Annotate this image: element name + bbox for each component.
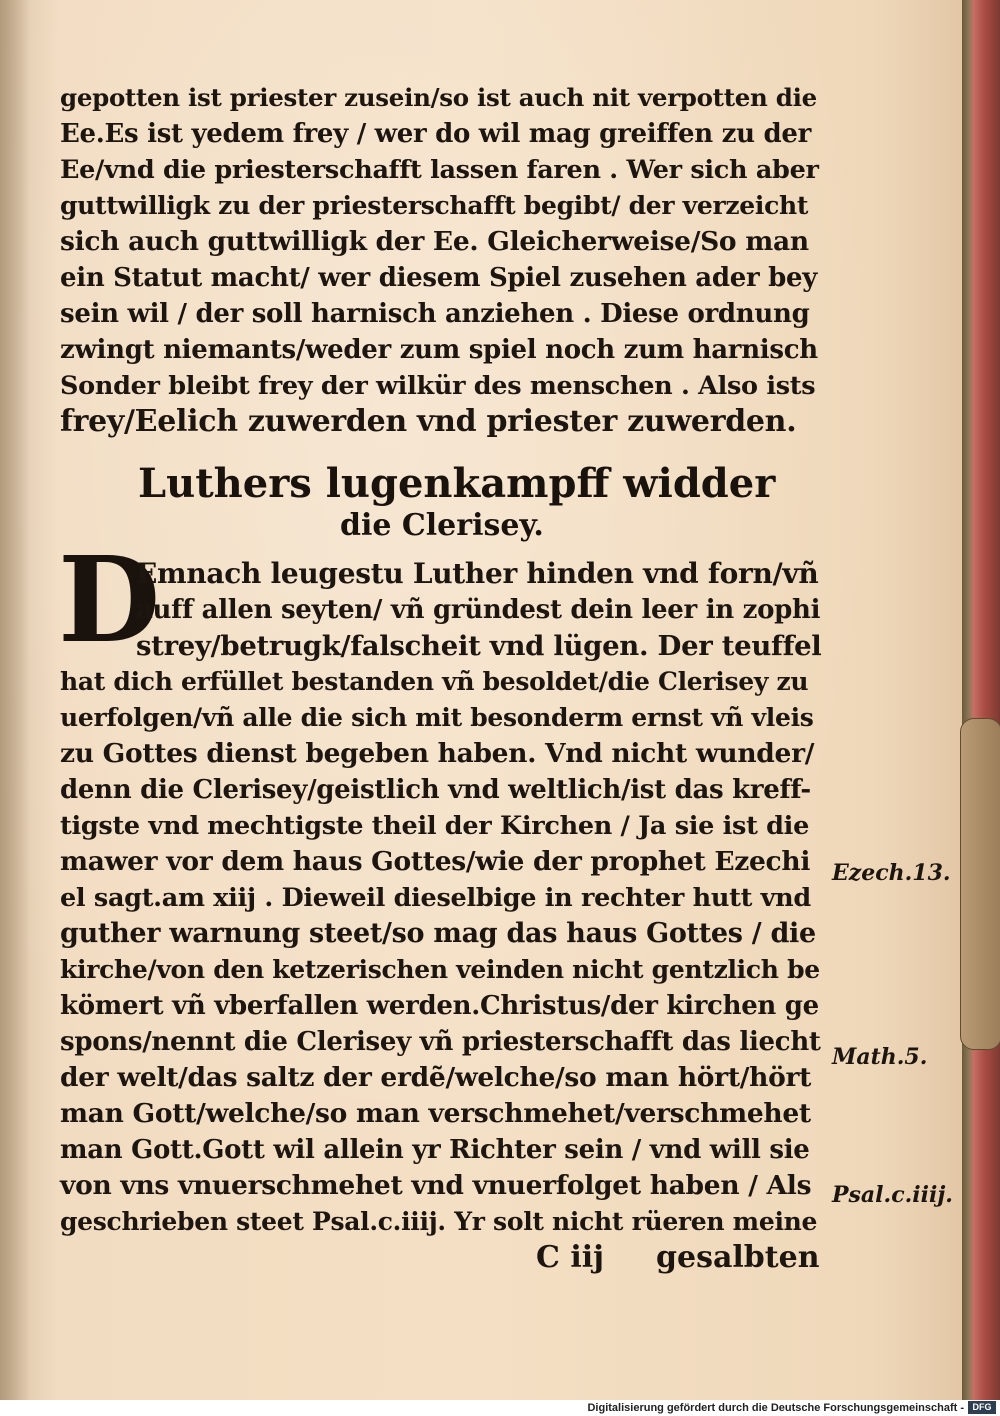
marginal-note-ezech: Ezech.13. (832, 860, 951, 886)
book-clasp (960, 718, 1000, 1050)
book-edge (962, 0, 1000, 1400)
text-line: sich auch guttwilligk der Ee. Gleicherweise/So man (60, 226, 809, 257)
footer-bar (0, 1400, 1000, 1416)
text-line: Ee/vnd die priesterschafft lassen faren . Wer sich aber (60, 155, 819, 185)
text-line: Sonder bleibt frey der wilkür des menschen . Also ists (60, 371, 816, 401)
text-line: Emnach leugestu Luther hinden vnd forn/vñ (136, 557, 819, 590)
text-line: zu Gottes dienst begeben haben. Vnd nicht wunder/ (60, 738, 815, 769)
text-line: spons/nennt die Clerisey vñ priesterschafft das liecht (60, 1027, 821, 1057)
text-line: von vns vnuerschmehet vnd vnuerfolget haben / Als (60, 1170, 812, 1201)
text-line: denn die Clerisey/geistlich vnd weltlich/ist das kreff- (60, 775, 811, 805)
text-line: guther warnung steet/so mag das haus Gottes / die (60, 918, 816, 949)
marginal-note-math: Math.5. (832, 1044, 928, 1070)
page-gutter-shadow (0, 0, 30, 1400)
text-line: kirche/von den ketzerischen veinden nicht gentzlich be (60, 955, 820, 984)
text-line: frey/Eelich zuwerden vnd priester zuwerden. (60, 404, 797, 439)
text-line: zwingt niemants/weder zum spiel noch zum harnisch (60, 335, 818, 365)
section-heading: Luthers lugenkampff widder (138, 460, 776, 507)
dfg-logo: DFG (968, 1401, 996, 1414)
text-line: man Gott.Gott wil allein yr Richter sein / vnd will sie (60, 1135, 810, 1165)
text-line: strey/betrugk/falscheit vnd lügen. Der teuffel (136, 630, 822, 662)
text-line: auff allen seyten/ vñ gründest dein leer in zophi (136, 595, 821, 625)
text-line: mawer vor dem haus Gottes/wie der prophet Ezechi (60, 846, 811, 877)
text-line: kömert vñ vberfallen werden.Christus/der kirchen ge (60, 991, 819, 1021)
text-line: uerfolgen/vñ alle die sich mit besonderm ernst vñ vleis (60, 703, 814, 732)
text-line: gepotten ist priester zusein/so ist auch nit verpotten die (60, 83, 817, 112)
drop-cap-initial: D (58, 530, 161, 669)
marginal-note-psal: Psal.c.iiij. (832, 1182, 953, 1208)
text-line: geschrieben steet Psal.c.iiij. Yr solt nicht rüeren meine (60, 1207, 818, 1236)
text-line: Ee.Es ist yedem frey / wer do wil mag greiffen zu der (60, 119, 811, 149)
text-line: ein Statut macht/ wer diesem Spiel zusehen ader bey (60, 263, 818, 293)
catchword: gesalbten (656, 1240, 820, 1275)
signature-mark: C iij (536, 1240, 604, 1275)
text-line: hat dich erfüllet bestanden vñ besoldet/die Clerisey zu (60, 667, 809, 696)
text-line: el sagt.am xiij . Dieweil dieselbige in rechter hutt vnd (60, 883, 811, 913)
text-line: sein wil / der soll harnisch anziehen . Diese ordnung (60, 299, 810, 329)
text-line: man Gott/welche/so man verschmehet/verschmehet (60, 1098, 811, 1129)
text-line: guttwilligk zu der priesterschafft begibt/ der verzeicht (60, 191, 809, 220)
text-line: der welt/das saltz der erdẽ/welche/so man hört/hört (60, 1062, 812, 1093)
funding-credit: Digitalisierung gefördert durch die Deutsche Forschungsgemeinschaft - (587, 1402, 964, 1414)
text-line: tigste vnd mechtigste theil der Kirchen / Ja sie ist die (60, 811, 809, 841)
section-heading-subtitle: die Clerisey. (340, 508, 544, 543)
